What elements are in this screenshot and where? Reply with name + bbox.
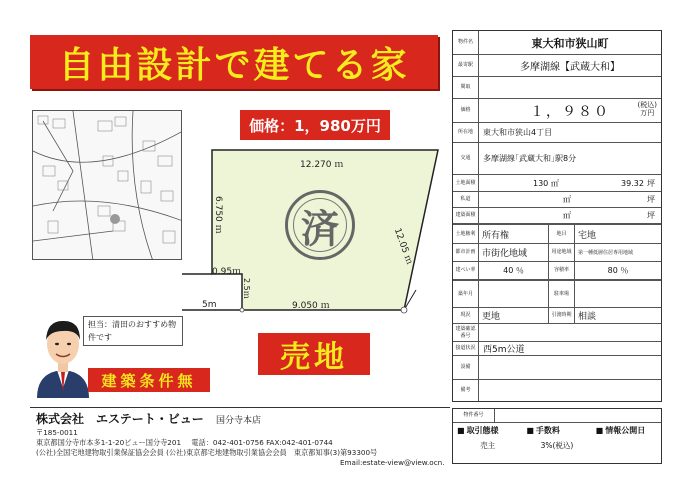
- age-value: [479, 281, 549, 307]
- row-building-area: [453, 208, 661, 224]
- label-planning: 都市計画: [453, 244, 479, 261]
- area-map-graphic: [33, 111, 182, 260]
- far-value: 80 ％: [607, 266, 629, 275]
- headline-banner: [30, 35, 438, 89]
- row-open: [453, 77, 661, 99]
- label-building-no: 建築確認番号: [453, 324, 479, 341]
- row-status: [453, 308, 661, 324]
- label-access: 接道状況: [453, 342, 479, 355]
- map-marker-icon: [110, 214, 120, 224]
- status-value: 更地: [479, 308, 549, 323]
- company-address-line: [36, 438, 333, 448]
- publish-date-label: ■ 情報公開日: [596, 425, 657, 436]
- conditions-text: 建築条件無: [101, 371, 197, 390]
- land-area-cell: [479, 175, 661, 191]
- land-area-sqm: 130 ㎡: [533, 178, 559, 188]
- row-land-area: [453, 175, 661, 192]
- remarks-value: [479, 380, 661, 401]
- plot-step-width: 0.95ｍ: [212, 267, 242, 277]
- land-badge-text: 売地: [280, 340, 348, 375]
- company-address: 東京都国分寺市本多1-1-20ビュー国分寺201: [36, 438, 182, 447]
- transaction-columns: [453, 423, 661, 463]
- headline-text: 自由設計で建てる家: [58, 44, 410, 86]
- row-coverage: [453, 262, 661, 280]
- row-name: [453, 31, 661, 55]
- price-tax: (税込): [637, 101, 657, 109]
- private-road-sqm: ㎡: [563, 195, 571, 204]
- company-postal: 〒185-0011: [36, 428, 78, 437]
- zoning-value: 第一種低層住居専用地域: [578, 250, 634, 256]
- label-property-number: 物件番号: [453, 409, 495, 422]
- property-number-value: [495, 409, 661, 422]
- commission-value: 3%(税込): [540, 441, 574, 450]
- transaction-type-label: ■ 取引態様: [457, 425, 518, 436]
- tsubo-unit: 坪: [647, 178, 655, 188]
- category-value: 宅地: [578, 230, 597, 241]
- property-name: 東大和市狭山町: [531, 36, 609, 50]
- rights-value: 所有権: [479, 225, 549, 243]
- company-header: [36, 410, 261, 427]
- row-remarks: [453, 380, 661, 401]
- price-value: １，９８０: [530, 103, 610, 120]
- transaction-box: [452, 408, 662, 464]
- row-location: [453, 123, 661, 143]
- access-value: 西5m公道: [483, 345, 525, 355]
- coverage-value: 40 ％: [479, 262, 549, 279]
- area-map: [32, 110, 182, 260]
- agent-note-text: 担当：清田のおすすめ物件です: [88, 320, 177, 342]
- row-station: [453, 55, 661, 77]
- label-station: 最寄駅: [453, 55, 479, 76]
- row-private-road: [453, 192, 661, 208]
- building-area-sqm: ㎡: [563, 211, 571, 220]
- label-status: 現況: [453, 308, 479, 323]
- plot-left-dim: 6.750 ｍ: [213, 196, 223, 234]
- location-value: 東大和市狭山4丁目: [483, 128, 553, 137]
- handover-value: 相談: [578, 312, 597, 322]
- publish-date: [592, 423, 661, 463]
- label-name: 物件名: [453, 31, 479, 54]
- company-associations: (公社)全国宅地建物取引業保証協会会員 (公社)東京都宅地建物取引業協会会員 東京都知事(3)第93300号: [36, 448, 378, 457]
- company-email: Email:estate-view@view.ocn.: [340, 458, 445, 467]
- label-location: 所在地: [453, 123, 479, 142]
- row-traffic: [453, 143, 661, 175]
- label-facilities: 設備: [453, 356, 479, 379]
- label-age: 築年月: [453, 281, 479, 307]
- price-cell: [479, 99, 661, 122]
- row-age: [453, 280, 661, 308]
- label-price: 価格: [453, 99, 479, 122]
- label-rights: 土地権利: [453, 225, 479, 243]
- row-planning: [453, 244, 661, 262]
- row-facilities: [453, 356, 661, 380]
- label-category: 地目: [549, 225, 575, 243]
- parking-value: [575, 281, 661, 307]
- agent-note: [83, 316, 183, 346]
- agent-avatar: [33, 310, 93, 398]
- land-area-tsubo: 39.32: [621, 178, 644, 188]
- row-rights: [453, 224, 661, 244]
- building-area-tsubo: 坪: [647, 211, 655, 220]
- sold-stamp-char: 済: [300, 206, 339, 251]
- property-number-row: [453, 409, 661, 423]
- building-no-value: [479, 324, 661, 341]
- transaction-type: [453, 423, 522, 463]
- row-building-no: [453, 324, 661, 342]
- traffic-value: 多摩湖線｢武蔵大和｣駅8分: [483, 154, 577, 163]
- plot-right-dim: 12.05 ｍ: [391, 227, 415, 266]
- price-banner-text: 価格：1，980万円: [249, 116, 381, 135]
- footer-divider: [30, 407, 450, 408]
- price-unit: 万円: [640, 109, 655, 117]
- price-unit-block: [638, 101, 657, 117]
- row-price: [453, 99, 661, 123]
- facilities-value: [479, 356, 661, 379]
- plot-bottom-dim: 9.050 ｍ: [292, 301, 330, 311]
- sold-stamp: [285, 190, 355, 260]
- road-width: 5m: [202, 300, 217, 310]
- land-badge: [258, 333, 370, 375]
- label-private-road: 私道: [453, 192, 479, 207]
- company-name: 株式会社 エステート・ビュー: [36, 412, 204, 426]
- label-coverage: 建ぺい率: [453, 262, 479, 279]
- plot-top-dim: 12.270 ｍ: [300, 160, 344, 170]
- nearest-station: 多摩湖線【武蔵大和】: [520, 62, 620, 73]
- private-road-tsubo: 坪: [647, 195, 655, 204]
- property-info-table: [452, 30, 662, 402]
- open-value: [479, 77, 661, 98]
- label-traffic: 交通: [453, 143, 479, 174]
- private-road-cell: [479, 192, 661, 207]
- price-banner: [240, 110, 390, 140]
- label-open: 間取: [453, 77, 479, 98]
- planning-value: 市街化地域: [479, 244, 549, 261]
- plot-step-height: 2.5ｍ: [242, 278, 251, 299]
- commission-label: ■ 手数料: [526, 425, 587, 436]
- label-far: 容積率: [549, 262, 575, 279]
- company-phone: 電話：042-401-0756 FAX:042-401-0744: [191, 438, 333, 447]
- label-handover: 引渡時期: [549, 308, 575, 323]
- label-parking: 駐車場: [549, 281, 575, 307]
- label-remarks: 備考: [453, 380, 479, 401]
- label-land-area: 土地面積: [453, 175, 479, 191]
- building-area-cell: [479, 208, 661, 223]
- row-access: [453, 342, 661, 356]
- label-building-area: 建築面積: [453, 208, 479, 223]
- company-branch: 国分寺本店: [215, 416, 261, 426]
- transaction-type-value: 売主: [480, 441, 496, 450]
- label-zoning: 用途地域: [549, 244, 575, 261]
- commission: [522, 423, 591, 463]
- conditions-badge: [88, 368, 210, 392]
